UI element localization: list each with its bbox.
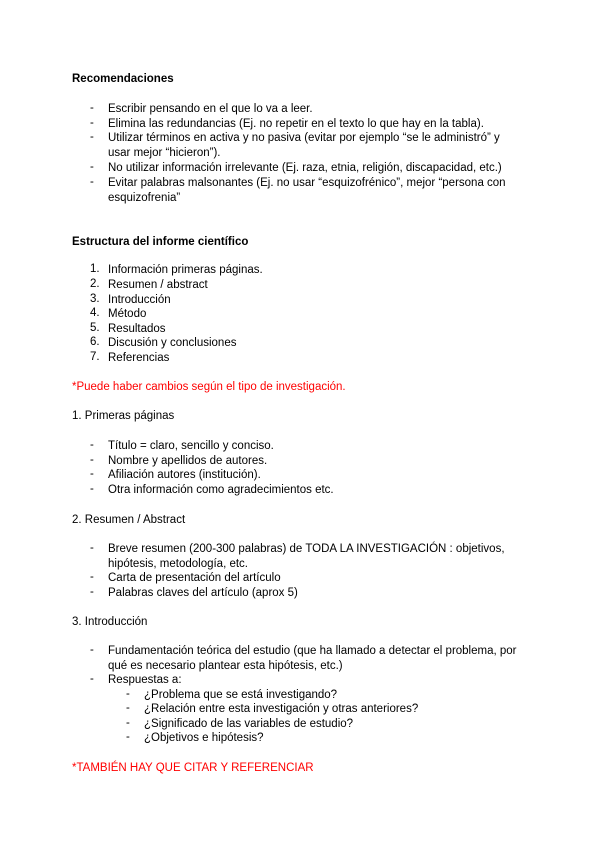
bullet-mark: - <box>90 454 94 466</box>
list-item-text: Fundamentación teórica del estudio (que ha llamado a detectar el problema, por qué es necesario plantear esta hipótesis, etc.) <box>108 645 517 672</box>
list-item-text: Evitar palabras malsonantes (Ej. no usar “esquizofrénico”, mejor “persona con esquizofrenia” <box>108 177 506 204</box>
item-label: Método <box>108 308 147 320</box>
item-number: 4. <box>90 307 100 319</box>
bullet-mark: - <box>90 102 94 114</box>
item-label: Resultados <box>108 323 166 335</box>
bullet-mark: - <box>90 673 94 685</box>
bullet-mark: - <box>90 176 94 188</box>
item-number: 1. <box>90 263 100 275</box>
estructura-note: *Puede haber cambios según el tipo de investigación. <box>72 381 346 393</box>
list-item-text: Breve resumen (200-300 palabras) de TODA LA INVESTIGACIÓN : objetivos, hipótesis, metodología, etc. <box>108 543 505 570</box>
bullet-mark: - <box>126 731 130 743</box>
bullet-mark: - <box>126 717 130 729</box>
list-item-text: Respuestas a: <box>108 674 182 686</box>
item-number: 5. <box>90 322 100 334</box>
bullet-mark: - <box>126 702 130 714</box>
item-label: Resumen / abstract <box>108 279 208 291</box>
item-number: 3. <box>90 293 100 305</box>
item-number: 7. <box>90 351 100 363</box>
list-item-text: Nombre y apellidos de autores. <box>108 455 268 467</box>
list-item-text: Utilizar términos en activa y no pasiva (evitar por ejemplo “se le administró” y usar mejor “hicieron”). <box>108 132 500 159</box>
list-item-text: Afiliación autores (institución). <box>108 469 261 481</box>
sub-list-item-text: ¿Significado de las variables de estudio? <box>144 718 354 730</box>
recomendaciones-heading: Recomendaciones <box>72 73 174 85</box>
item-label: Información primeras páginas. <box>108 264 263 276</box>
resumen-heading: 2. Resumen / Abstract <box>72 514 186 526</box>
bullet-mark: - <box>90 131 94 143</box>
bullet-mark: - <box>90 542 94 554</box>
primeras-paginas-heading: 1. Primeras páginas <box>72 410 175 422</box>
list-item-text: Otra información como agradecimientos etc. <box>108 484 334 496</box>
bullet-mark: - <box>90 571 94 583</box>
list-item-text: Elimina las redundancias (Ej. no repetir en el texto lo que hay en la tabla). <box>108 118 484 130</box>
list-item-text: Título = claro, sencillo y conciso. <box>108 440 274 452</box>
sub-list-item-text: ¿Problema que se está investigando? <box>144 689 338 701</box>
item-number: 2. <box>90 278 100 290</box>
item-number: 6. <box>90 336 100 348</box>
introduccion-heading: 3. Introducción <box>72 616 148 628</box>
estructura-heading: Estructura del informe científico <box>72 236 249 248</box>
item-label: Introducción <box>108 294 171 306</box>
bullet-mark: - <box>126 688 130 700</box>
list-item-text: Palabras claves del artículo (aprox 5) <box>108 587 298 599</box>
list-item-text: No utilizar información irrelevante (Ej. raza, etnia, religión, discapacidad, etc.) <box>108 162 502 174</box>
sub-list-item-text: ¿Relación entre esta investigación y otras anteriores? <box>144 703 419 715</box>
sub-list-item-text: ¿Objetivos e hipótesis? <box>144 732 264 744</box>
introduccion-note: *TAMBIÉN HAY QUE CITAR Y REFERENCIAR <box>72 762 314 774</box>
item-label: Referencias <box>108 352 170 364</box>
bullet-mark: - <box>90 117 94 129</box>
bullet-mark: - <box>90 439 94 451</box>
list-item-text: Carta de presentación del artículo <box>108 572 281 584</box>
bullet-mark: - <box>90 644 94 656</box>
bullet-mark: - <box>90 586 94 598</box>
bullet-mark: - <box>90 161 94 173</box>
list-item-text: Escribir pensando en el que lo va a leer. <box>108 103 313 115</box>
bullet-mark: - <box>90 483 94 495</box>
bullet-mark: - <box>90 468 94 480</box>
item-label: Discusión y conclusiones <box>108 337 237 349</box>
